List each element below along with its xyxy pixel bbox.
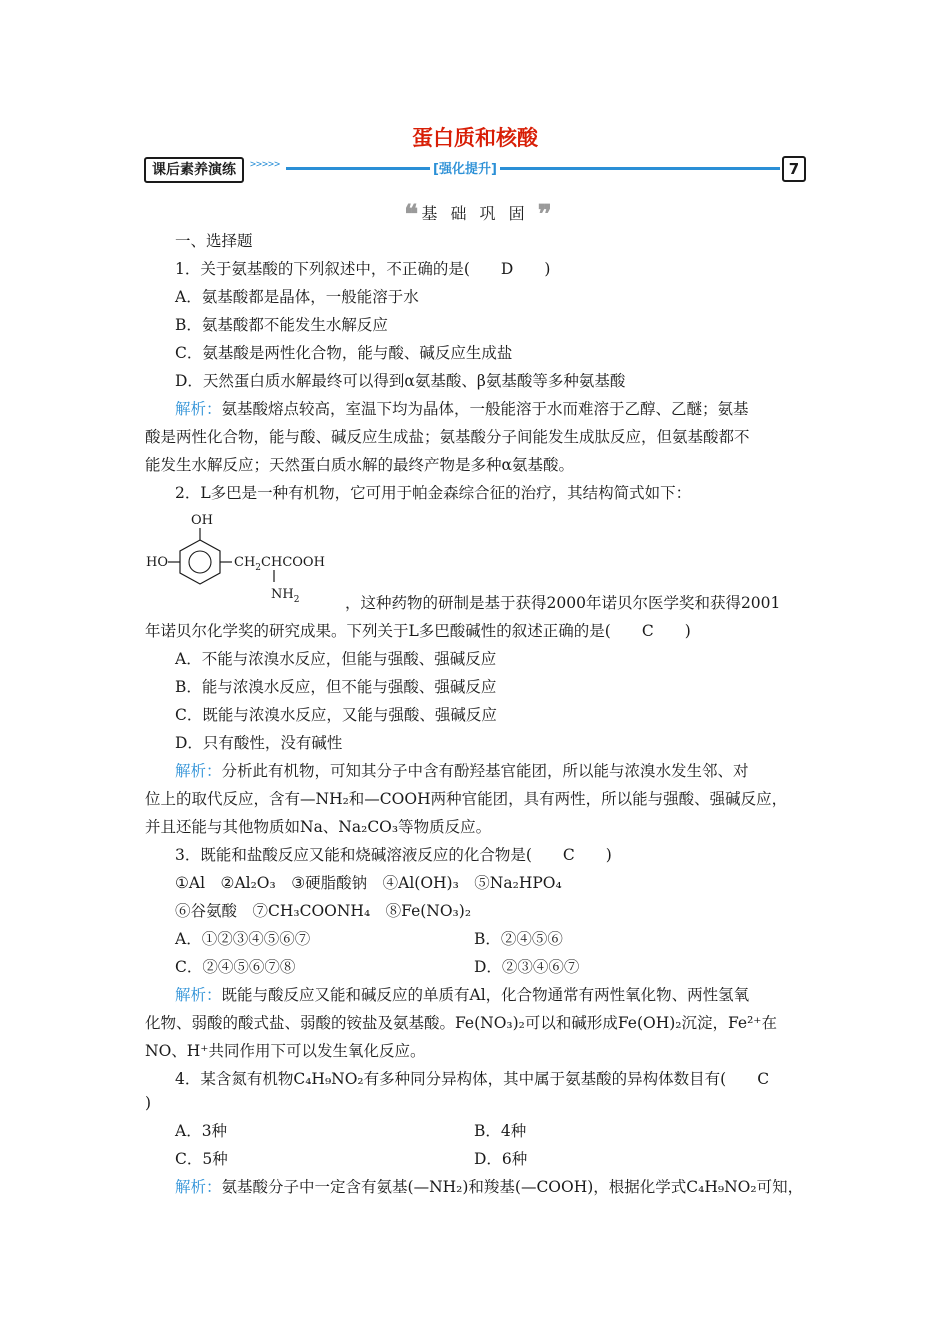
q3-analysis-line: NO、H⁺共同作用下可以发生氧化反应。 (145, 1042, 426, 1060)
q4-analysis-line: 解析：氨基酸分子中一定含有氨基(—NH₂)和羧基(—COOH)，根据化学式C₄H₉NO₂可知， (175, 1178, 804, 1196)
q3-items: ①Al ②Al₂O₃ ③硬脂酸钠 ④Al(OH)₃ ⑤Na₂HPO₄ (175, 874, 562, 892)
q1-option-b: B．氨基酸都不能发生水解反应 (175, 316, 388, 334)
section-heading (0, 200, 950, 230)
q3-analysis-line: 化物、弱酸的酸式盐、弱酸的铵盐及氨基酸。Fe(NO₃)₂可以和碱形成Fe(OH)₂沉淀，Fe²⁺在 (145, 1014, 777, 1032)
q1-option-a: A．氨基酸都是晶体，一般能溶于水 (175, 288, 419, 306)
banner-number: 7 (782, 156, 806, 182)
q2-option-d: D．只有酸性，没有碱性 (175, 734, 343, 752)
q1-analysis-line: 酸是两性化合物，能与酸、碱反应生成盐；氨基酸分子间能发生成肽反应，但氨基酸都不 (145, 428, 750, 446)
header-banner (144, 154, 806, 182)
q2-stem: 2．L多巴是一种有机物，它可用于帕金森综合征的治疗，其结构简式如下： (175, 484, 692, 502)
ldopa-structure (146, 508, 346, 608)
q1-analysis-line: 能发生水解反应；天然蛋白质水解的最终产物是多种α氨基酸。 (145, 456, 574, 474)
analysis-label: 解析： (175, 986, 222, 1004)
open-quote-icon: ❝ (404, 200, 413, 230)
q2-stem-continued: ，这种药物的研制是基于获得2000年诺贝尔医学奖和获得2001 (345, 594, 781, 612)
analysis-label: 解析： (175, 1178, 222, 1196)
q2-analysis-line: 位上的取代反应，含有—NH₂和—COOH两种官能团，具有两性，所以能与强酸、强碱反应， (145, 790, 788, 808)
q4-option-a: A．3种 (175, 1122, 228, 1140)
structure-oh: OH (191, 513, 213, 528)
analysis-label: 解析： (175, 400, 222, 418)
q1-option-c: C．氨基酸是两性化合物，能与酸、碱反应生成盐 (175, 344, 513, 362)
q1-analysis-line: 解析：氨基酸熔点较高，室温下均为晶体，一般能溶于水而难溶于乙醇、乙醚；氨基 (175, 400, 749, 418)
structure-ho: HO (146, 555, 168, 570)
q3-stem: 3．既能和盐酸反应又能和烧碱溶液反应的化合物是( C ) (175, 846, 612, 864)
banner-tag: [强化提升] (430, 158, 500, 177)
banner-label: 课后素养演练 (144, 157, 244, 183)
q2-analysis-line: 解析：分析此有机物，可知其分子中含有酚羟基官能团，所以能与浓溴水发生邻、对 (175, 762, 749, 780)
banner-arrows: >>>>> (250, 159, 281, 170)
q2-option-b: B．能与浓溴水反应，但不能与强酸、强碱反应 (175, 678, 497, 696)
close-quote-icon: ❞ (537, 200, 546, 230)
q4-option-b: B．4种 (474, 1122, 527, 1140)
q4-stem-end: ) (145, 1094, 152, 1112)
q2-stem-line2: 年诺贝尔化学奖的研究成果。下列关于L多巴酸碱性的叙述正确的是( C ) (145, 622, 691, 640)
q4-stem: 4．某含氮有机物C₄H₉NO₂有多种同分异构体，其中属于氨基酸的异构体数目有( C (175, 1070, 770, 1088)
analysis-label: 解析： (175, 762, 222, 780)
q2-analysis-line: 并且还能与其他物质如Na、Na₂CO₃等物质反应。 (145, 818, 492, 836)
structure-nh2: $NH_2$ (271, 587, 300, 605)
section-title: 基 础 巩 固 (421, 204, 529, 223)
q2-option-c: C．既能与浓溴水反应，又能与强酸、强碱反应 (175, 706, 497, 724)
banner-line (286, 167, 780, 170)
q1-stem: 1．关于氨基酸的下列叙述中，不正确的是( D ) (175, 260, 551, 278)
q1-option-d: D．天然蛋白质水解最终可以得到α氨基酸、β氨基酸等多种氨基酸 (175, 372, 626, 390)
q3-option-b: B．②④⑤⑥ (474, 930, 563, 948)
q4-option-c: C．5种 (175, 1150, 228, 1168)
q2-option-a: A．不能与浓溴水反应，但能与强酸、强碱反应 (175, 650, 497, 668)
q3-items: ⑥谷氨酸 ⑦CH₃COONH₄ ⑧Fe(NO₃)₂ (175, 902, 472, 920)
page-title: 蛋白质和核酸 (412, 126, 538, 150)
q4-option-d: D．6种 (474, 1150, 528, 1168)
q3-option-c: C．②④⑤⑥⑦⑧ (175, 958, 296, 976)
q3-option-a: A．①②③④⑤⑥⑦ (175, 930, 311, 948)
structure-side-chain: $CH_2CHCOOH$ (234, 555, 325, 573)
part-heading: 一、选择题 (175, 232, 253, 250)
q3-option-d: D．②③④⑥⑦ (474, 958, 580, 976)
q3-analysis-line: 解析：既能与酸反应又能和碱反应的单质有Al，化合物通常有两性氧化物、两性氢氧 (175, 986, 750, 1004)
benzene-ring (180, 540, 220, 584)
